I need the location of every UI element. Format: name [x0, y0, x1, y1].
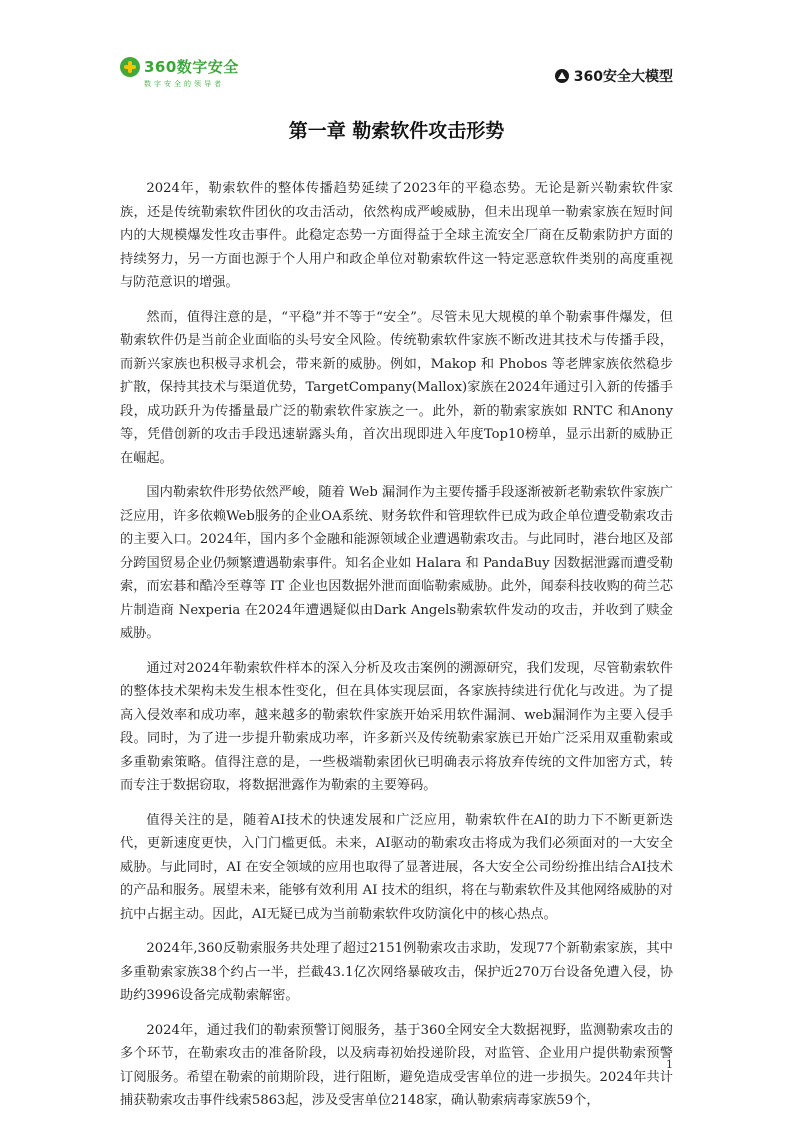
paragraph-4: 通过对2024年勒索软件样本的深入分析及攻击案例的溯源研究，我们发现，尽管勒索软件的整体技术架构未发生根本性变化，但在具体实现层面，各家族持续进行优化与改进。为了提高入侵效率和成功率，越来越多的勒索软件家族开始采用软件漏洞、web漏洞作为主要入侵手段。同时，为了进一步提升勒索成功率，许多新兴及传统勒索家族已开始广泛采用双重勒索或多重勒索策略。值得注意的是，一些极端勒索团伙已明确表示将放弃传统的文件加密方式，转而专注于数据窃取，将数据泄露作为勒索的主要筹码。: [120, 660, 673, 793]
brand-slogan: 数字安全的领导者: [144, 80, 224, 88]
page-header: [0, 0, 793, 100]
brand-mark-icon: [120, 57, 140, 77]
paragraph-5: 值得关注的是，随着AI技术的快速发展和广泛应用，勒索软件在AI的助力下不断更新迭代，更新速度更快，入门门槛更低。未来，AI驱动的勒索攻击将成为我们必须面对的一大安全威胁。与此同时，AI 在安全领域的应用也取得了显著进展，各大安全公司纷纷推出结合AI技术的产品和服务。展望未来，能够有效利用 AI 技术的组织，将在与勒索软件及其他网络威胁的对抗中占据主动。因此，AI无疑已成为当前勒索软件攻防演化中的核心热点。: [120, 812, 673, 922]
brand-logo: [120, 56, 239, 89]
paragraph-7: 2024年，通过我们的勒索预警订阅服务，基于360全网安全大数据视野，监测勒索攻击的多个环节，在勒索攻击的准备阶段，以及病毒初始投递阶段，对监管、企业用户提供勒索预警订阅服务。希望在勒索的前期阶段，进行阻断，避免造成受害单位的进一步损失。2024年共计捕获勒索攻击事件线索5863起，涉及受害单位2148家，确认勒索病毒家族59个，: [120, 1022, 673, 1108]
brand-name: 360数字安全: [144, 58, 239, 76]
model-logo: [555, 66, 673, 86]
page-number: 1: [666, 1058, 673, 1071]
chapter-title: 第一章 勒索软件攻击形势: [288, 120, 505, 142]
body-text: [120, 177, 673, 1124]
paragraph-1: 2024年，勒索软件的整体传播趋势延续了2023年的平稳态势。无论是新兴勒索软件家族，还是传统勒索软件团伙的攻击活动，依然构成严峻威胁，但未出现单一勒索家族在短时间内的大规模爆发性攻击事件。此稳定态势一方面得益于全球主流安全厂商在反勒索防护方面的持续努力，另一方面也源于个人用户和政企单位对勒索软件这一特定恶意软件类别的高度重视与防范意识的增强。: [120, 181, 673, 290]
paragraph-3: 国内勒索软件形势依然严峻，随着 Web 漏洞作为主要传播手段逐渐被新老勒索软件家族广泛应用，许多依赖Web服务的企业OA系统、财务软件和管理软件已成为政企单位遭受勒索攻击的主要入口。2024年，国内多个金融和能源领域企业遭遇勒索攻击。与此同时，港台地区及部分跨国贸易企业仍频繁遭遇勒索事件。知名企业如 Halara 和 PandaBuy 因数据泄露而遭受勒索，而宏碁和酷冷至尊等 IT 企业也因数据外泄而面临勒索威胁。此外，闻泰科技收购的荷兰芯片制造商 Nexperia 在2024年遭遇疑似由Dark Angels勒索软件发动的攻击，并收到了赎金威胁。: [120, 485, 673, 641]
model-name: 360安全大模型: [573, 69, 673, 85]
paragraph-2: 然而，值得注意的是，“平稳”并不等于“安全”。尽管未见大规模的单个勒索事件爆发，但勒索软件仍是当前企业面临的头号安全风险。传统勒索软件家族不断改进其技术与传播手段，而新兴家族也积极寻求机会，带来新的威胁。例如，Makop 和 Phobos 等老牌家族依然稳步扩散，保持其技术与渠道优势，TargetCompany(Mallox)家族在2024年通过引入新的传播手段，成功跃升为传播量最广泛的勒索软件家族之一。此外，新的勒索家族如 RNTC 和Anony等，凭借创新的攻击手段迅速崭露头角，首次出现即进入年度Top10榜单，显示出新的威胁正在崛起。: [120, 309, 673, 466]
paragraph-6: 2024年,360反勒索服务共处理了超过2151例勒索攻击求助，发现77个新勒索家族，其中多重勒索家族38个约占一半，拦截43.1亿次网络暴破攻击，保护近270万台设备免遭入侵，协助约3996设备完成勒索解密。: [120, 941, 673, 1003]
model-mark-icon: [555, 69, 569, 83]
